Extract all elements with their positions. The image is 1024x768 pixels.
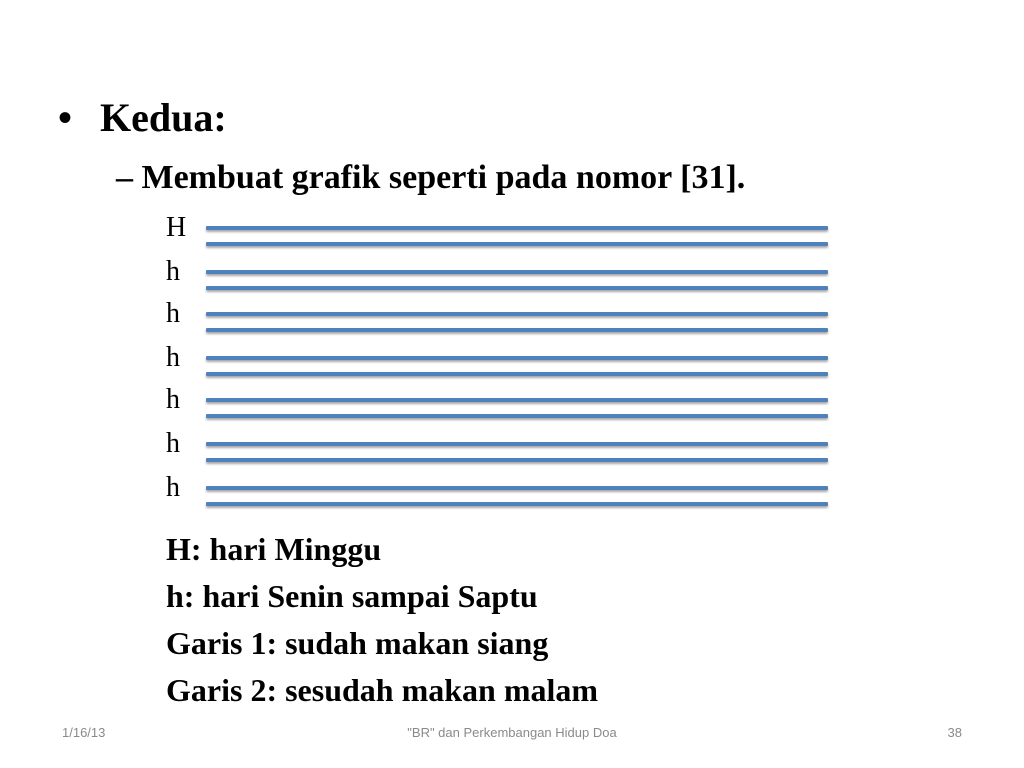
bullet-level-1 xyxy=(58,96,227,140)
day-line-2 xyxy=(206,372,828,376)
day-line-1 xyxy=(206,398,828,402)
legend-item-line-1: Garis 1: sudah makan siang xyxy=(166,625,549,661)
footer-page-number: 38 xyxy=(947,725,962,740)
day-row xyxy=(160,256,840,296)
day-label: h xyxy=(166,428,180,459)
day-label: h xyxy=(166,256,180,287)
day-line-2 xyxy=(206,502,828,506)
day-label: h xyxy=(166,298,180,329)
day-label: h xyxy=(166,472,180,503)
day-label: h xyxy=(166,342,180,373)
footer-date: 1/16/13 xyxy=(62,725,106,740)
day-line-1 xyxy=(206,312,828,316)
day-row xyxy=(160,298,840,338)
day-line-2 xyxy=(206,328,828,332)
legend-item-weekday: h: hari Senin sampai Saptu xyxy=(166,578,538,614)
day-line-1 xyxy=(206,356,828,360)
bullet-level-2 xyxy=(116,158,745,198)
day-row xyxy=(160,428,840,468)
day-line-1 xyxy=(206,442,828,446)
legend xyxy=(166,526,598,714)
day-line-2 xyxy=(206,242,828,246)
day-line-1 xyxy=(206,226,828,230)
day-line-2 xyxy=(206,458,828,462)
day-line-1 xyxy=(206,486,828,490)
bullet-marker: • xyxy=(58,95,73,140)
day-row xyxy=(160,212,840,252)
legend-item-line-2: Garis 2: sesudah makan malam xyxy=(166,672,599,708)
footer-title: "BR" dan Perkembangan Hidup Doa xyxy=(407,725,617,740)
day-row xyxy=(160,472,840,512)
day-line-2 xyxy=(206,414,828,418)
day-line-1 xyxy=(206,270,828,274)
bullet-level-1-text: Kedua: xyxy=(100,95,227,140)
day-row xyxy=(160,342,840,382)
legend-item-sunday: H: hari Minggu xyxy=(166,531,382,567)
day-label: h xyxy=(166,384,180,415)
day-line-2 xyxy=(206,286,828,290)
day-label: H xyxy=(166,212,187,243)
day-row xyxy=(160,384,840,424)
bullet-level-2-text: – Membuat grafik seperti pada nomor [31]. xyxy=(116,159,746,196)
